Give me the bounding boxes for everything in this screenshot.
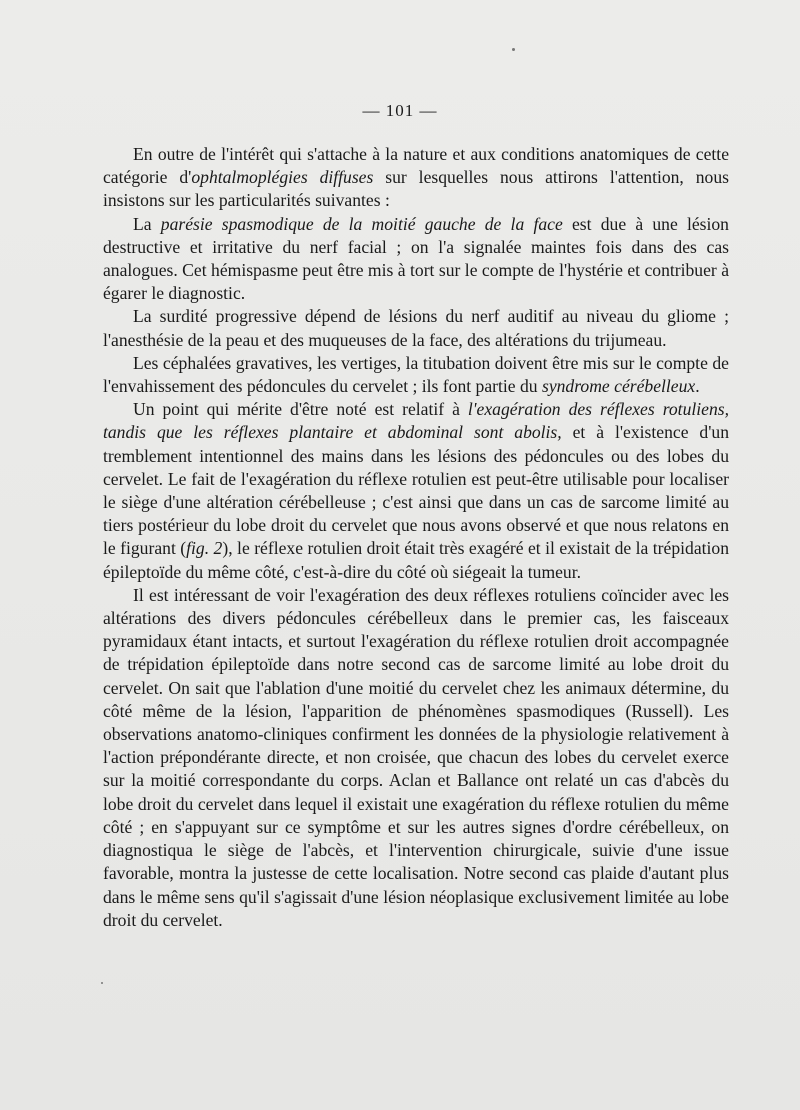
- paragraph: [103, 305, 729, 351]
- italic-text: ophtalmoplégies diffuses: [191, 167, 374, 188]
- text-run: Il est intéressant de voir l'exagération des deux réflexes rotuliens coïncider avec les altérations des divers pédoncules cérébelleux dans le premier cas, les faisceaux pyramidaux étant intacts, et surtout l'exagération du réflexe rotulien droit accompagnée de trépidation épileptoïde dans notre second cas de sarcome limité au lobe droit du cervelet. On sait que l'ablation d'une moitié du cervelet chez les animaux détermine, du côté même de la lésion, l'apparition de phénomènes spasmodiques (Russell). Les observations anatomo-cliniques confirment les données de la physiologie relativement à l'action prépondérante directe, et non croisée, que chacun des lobes du cervelet exerce sur la moitié correspondante du corps. Aclan et Ballance ont relaté un cas d'abcès du lobe droit du cervelet dans lequel il existait une exagération du réflexe rotulien du même côté ; en s'appuyant sur ce symptôme et sur les autres signes d'ordre cérébelleux, on diagnostiqua le siège de l'abcès, et l'intervention chirurgicale, suivie d'une issue favorable, montra la justesse de cette localisation. Notre second cas plaide d'autant plus dans le même sens qu'il s'agissait d'une lésion néoplasique exclusivement limitée au lobe droit du cervelet.: [103, 584, 729, 930]
- text-run: .: [695, 376, 700, 397]
- text-run: sur lesquelles nous attirons l'attention, nous insistons sur les particularités suivantes :: [103, 167, 729, 211]
- paper-speck: [512, 48, 515, 51]
- paragraph: [103, 143, 729, 213]
- paragraph: [103, 584, 729, 932]
- italic-text: fig. 2: [186, 538, 223, 559]
- page-number: — 101 —: [362, 101, 438, 120]
- text-run: est due à une lésion destructive et irritative du nerf facial ; on l'a signalée maintes fois dans des cas analogues. Cet hémispasme peut être mis à tort sur le compte de l'hystérie et contribuer à égarer le diagnostic.: [103, 213, 729, 304]
- paragraph: [103, 398, 729, 584]
- text-run: La surdité progressive dépend de lésions du nerf auditif au niveau du gliome ; l'anesthésie de la peau et des muqueuses de la face, des altérations du trijumeau.: [103, 306, 729, 350]
- paragraph: [103, 352, 729, 398]
- text-run: La: [133, 213, 161, 234]
- italic-text: l'exagération des réflexes rotuliens, tandis que les réflexes plantaire et abdominal sont abolis,: [103, 399, 729, 443]
- italic-text: parésie spasmodique de la moitié gauche de la face: [160, 213, 563, 234]
- italic-text: syndrome cérébelleux: [541, 376, 696, 397]
- paragraph: [103, 213, 729, 306]
- text-run: Les céphalées gravatives, les vertiges, la titubation doivent être mis sur le compte de l'envahissement des pédoncules du cervelet ; ils font partie du: [103, 352, 729, 397]
- text-run: et à l'existence d'un tremblement intentionnel des mains dans les lésions des pédoncules ou des lobes du cervelet. Le fait de l'exagération du réflexe rotulien est peut-être utilisable pour localiser le siège d'une altération cérébelleuse ; c'est ainsi que dans un cas de sarcome limité au tiers postérieur du lobe droit du cervelet que nous avons observé et que nous relatons en le figurant (: [103, 422, 729, 559]
- paper-speck: [101, 982, 103, 984]
- text-run: En outre de l'intérêt qui s'attache à la nature et aux conditions anatomiques de cette catégorie d': [103, 144, 729, 188]
- text-run: ), le réflexe rotulien droit était très exagéré et il existait de la trépidation épileptoïde du même côté, c'est-à-dire du côté où siégeait la tumeur.: [103, 538, 730, 582]
- text-run: Un point qui mérite d'être noté est relatif à: [133, 399, 468, 420]
- body-text: [103, 143, 729, 932]
